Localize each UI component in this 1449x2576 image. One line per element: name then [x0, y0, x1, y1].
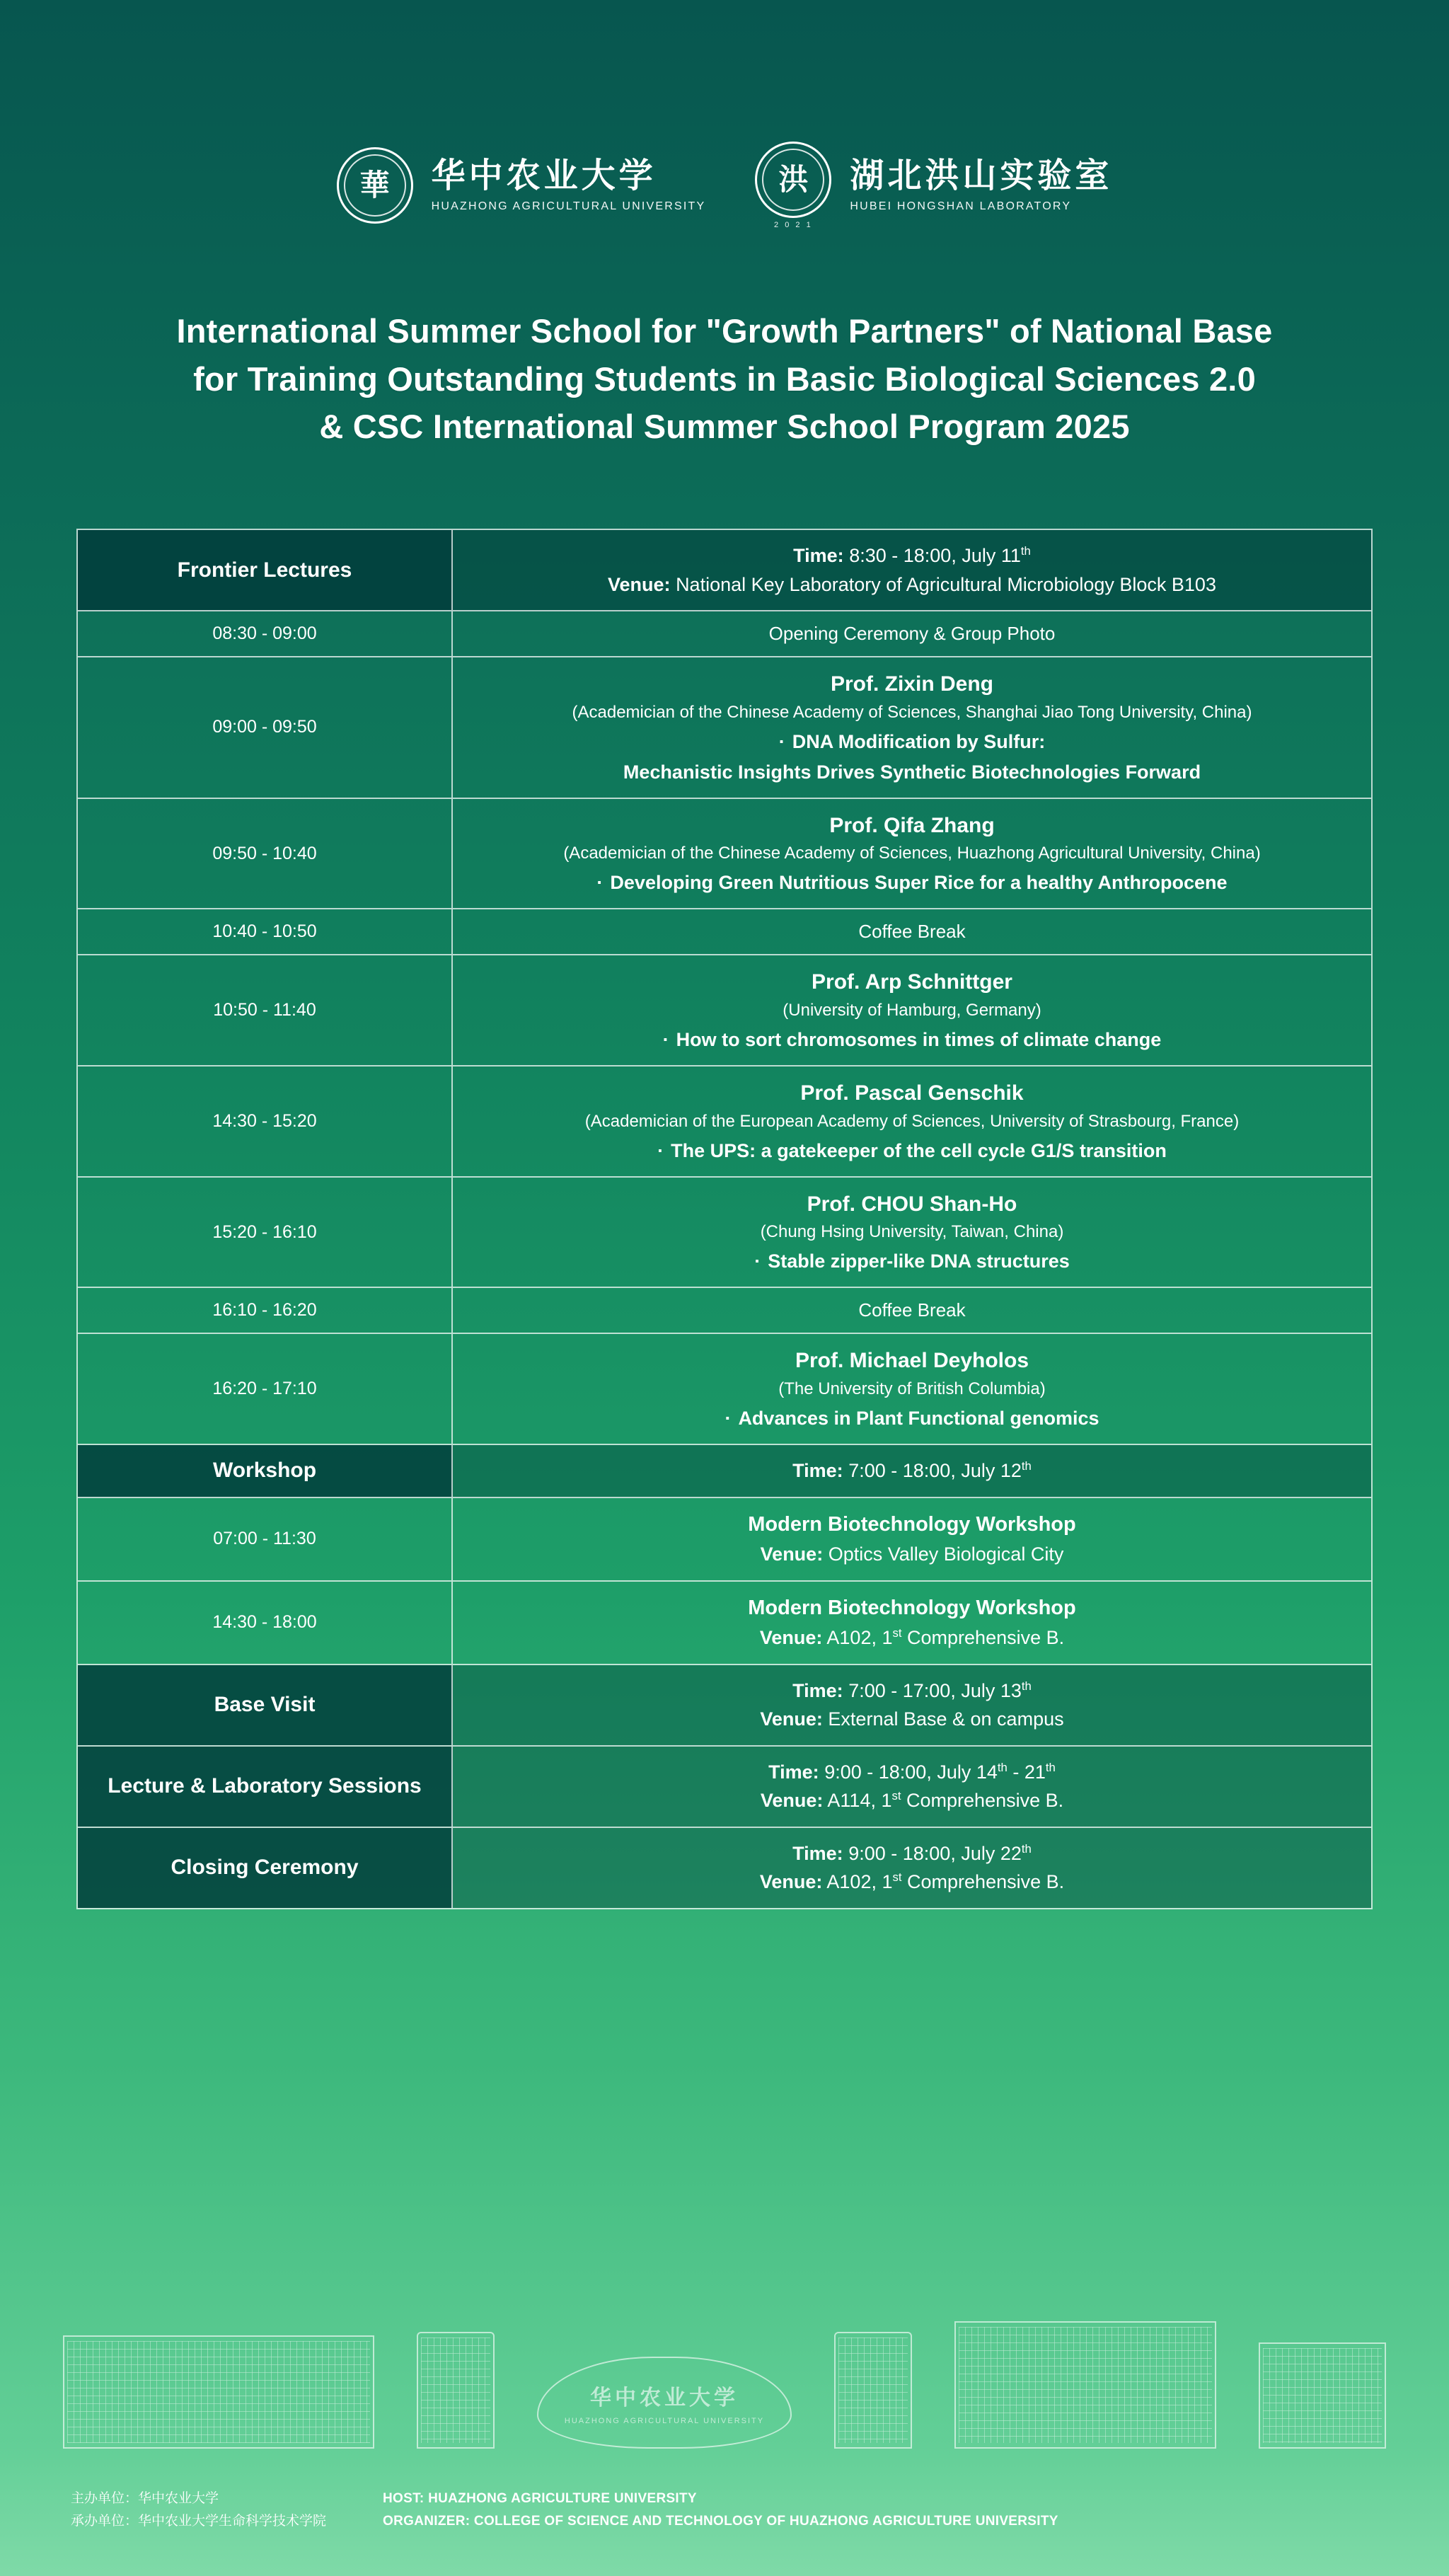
time-line: Time: 9:00 - 18:00, July 22th [792, 1841, 1032, 1864]
table-row [78, 1445, 1371, 1498]
speaker-affiliation: (Academician of the Chinese Academy of Sciences, Shanghai Jiao Tong University, China) [572, 702, 1252, 722]
time-cell: 09:50 - 10:40 [78, 799, 453, 909]
table-row [78, 1665, 1371, 1747]
schedule-table [76, 529, 1373, 1909]
speaker-name: Prof. Qifa Zhang [829, 813, 995, 837]
time-cell: 08:30 - 09:00 [78, 611, 453, 656]
title-line-3: & CSC International Summer School Program 2025 [319, 408, 1130, 446]
table-row [78, 657, 1371, 799]
content-cell [453, 799, 1371, 909]
talk-topic: · The UPS: a gatekeeper of the cell cycle G1/S transition [657, 1139, 1167, 1161]
venue-line: Venue: National Key Laboratory of Agricultural Microbiology Block B103 [608, 573, 1216, 595]
logo-row [0, 0, 1449, 229]
footer-host-en: HOST: HUAZHONG AGRICULTURE UNIVERSITY [383, 2491, 697, 2507]
speaker-name: Prof. CHOU Shan-Ho [807, 1192, 1017, 1216]
laboratory-seal-icon: 洪 [755, 142, 831, 218]
page-title [0, 307, 1449, 451]
content-cell [453, 1066, 1371, 1176]
venue-line: Venue: A102, 1st Comprehensive B. [759, 1626, 1065, 1648]
footer-cn [71, 2488, 326, 2532]
logo-name-cn: 湖北洪山实验室 [850, 157, 1113, 195]
time-cell: 16:10 - 16:20 [78, 1288, 453, 1333]
content-cell [453, 1178, 1371, 1287]
building-icon-1 [63, 2335, 374, 2449]
footer [71, 2488, 1378, 2532]
section-label-cell: Workshop [78, 1445, 453, 1497]
table-row [78, 799, 1371, 910]
section-label-cell: Frontier Lectures [78, 530, 453, 610]
content-cell [453, 955, 1371, 1065]
venue-line: Venue: A102, 1st Comprehensive B. [759, 1870, 1065, 1892]
time-cell: 10:40 - 10:50 [78, 909, 453, 954]
section-info-cell [453, 1828, 1371, 1908]
section-label-cell: Closing Ceremony [78, 1828, 453, 1908]
time-cell: 14:30 - 15:20 [78, 1066, 453, 1176]
venue-line: Venue: A114, 1st Comprehensive B. [760, 1789, 1064, 1811]
table-row [78, 955, 1371, 1066]
speaker-name: Prof. Michael Deyholos [795, 1349, 1029, 1373]
emblem-name-cn: 华中农业大学 [590, 2386, 739, 2410]
table-row [78, 1747, 1371, 1828]
section-info-cell [453, 1747, 1371, 1827]
talk-topic: · Developing Green Nutritious Super Rice for a healthy Anthropocene [596, 872, 1228, 894]
speaker-affiliation: (Academician of the European Academy of Sciences, University of Strasbourg, France) [584, 1111, 1240, 1131]
talk-topic: · Stable zipper-like DNA structures [754, 1250, 1070, 1272]
content-cell [453, 1334, 1371, 1444]
logo-name-en: HUAZHONG AGRICULTURAL UNIVERSITY [431, 200, 706, 212]
time-line: Time: 9:00 - 18:00, July 14th - 21th [768, 1760, 1056, 1783]
building-icon-2 [417, 2332, 495, 2449]
content-cell: Coffee Break [858, 1299, 966, 1321]
section-info-cell [453, 530, 1371, 610]
talk-topic-2: Mechanistic Insights Drives Synthetic Biotechnologies Forward [623, 761, 1201, 783]
table-row [78, 1498, 1371, 1582]
time-line: Time: 7:00 - 18:00, July 12th [792, 1459, 1032, 1481]
title-line-1: International Summer School for "Growth Partners" of National Base [176, 312, 1273, 350]
time-cell: 07:00 - 11:30 [78, 1498, 453, 1580]
section-label-cell: Base Visit [78, 1665, 453, 1745]
venue-line: Venue: External Base & on campus [760, 1708, 1064, 1730]
talk-topic: · How to sort chromosomes in times of climate change [662, 1028, 1162, 1050]
building-icon-5 [1259, 2342, 1386, 2449]
speaker-affiliation: (Chung Hsing University, Taiwan, China) [760, 1222, 1064, 1242]
speaker-name: Prof. Arp Schnittger [812, 970, 1012, 994]
speaker-affiliation: (Academician of the Chinese Academy of Sciences, Huazhong Agricultural University, China) [563, 844, 1261, 863]
time-cell: 16:20 - 17:10 [78, 1334, 453, 1444]
building-icon-3 [834, 2332, 912, 2449]
table-row [78, 1288, 1371, 1334]
time-cell: 14:30 - 18:00 [78, 1582, 453, 1664]
content-cell [453, 1582, 1371, 1664]
section-info-cell [453, 1445, 1371, 1497]
footer-en [383, 2488, 1058, 2532]
venue-line: Venue: Optics Valley Biological City [760, 1543, 1064, 1565]
content-cell [453, 657, 1371, 798]
content-cell: Coffee Break [858, 921, 966, 943]
table-row [78, 1334, 1371, 1445]
logo-name-cn: 华中农业大学 [431, 157, 657, 195]
logo-year: 2 0 2 1 [774, 221, 813, 229]
content-cell [453, 1498, 1371, 1580]
section-info-cell [453, 1665, 1371, 1745]
table-row [78, 1828, 1371, 1908]
talk-topic: · Advances in Plant Functional genomics [724, 1407, 1099, 1429]
logo-name-en: HUBEI HONGSHAN LABORATORY [850, 200, 1072, 212]
table-row [78, 1582, 1371, 1665]
footer-organizer-cn: 承办单位：华中农业大学生命科学技术学院 [71, 2513, 327, 2529]
time-cell: 15:20 - 16:10 [78, 1178, 453, 1287]
footer-organizer-en: ORGANIZER: COLLEGE OF SCIENCE AND TECHNOLOGY OF HUAZHONG AGRICULTURE UNIVERSITY [383, 2513, 1058, 2529]
university-seal-icon: 華 [337, 147, 413, 224]
speaker-affiliation: (University of Hamburg, Germany) [783, 1000, 1041, 1020]
time-cell: 09:00 - 09:50 [78, 657, 453, 798]
table-row [78, 530, 1371, 611]
table-row [78, 1066, 1371, 1178]
section-label-cell: Lecture & Laboratory Sessions [78, 1747, 453, 1827]
footer-host-cn: 主办单位：华中农业大学 [71, 2491, 219, 2507]
table-row [78, 611, 1371, 657]
speaker-affiliation: (The University of British Columbia) [778, 1379, 1046, 1398]
content-cell: Opening Ceremony & Group Photo [768, 623, 1056, 645]
emblem-name-en: HUAZHONG AGRICULTURAL UNIVERSITY [564, 2417, 765, 2425]
workshop-title: Modern Biotechnology Workshop [748, 1596, 1076, 1619]
university-emblem-footer-icon [537, 2357, 792, 2449]
time-line: Time: 7:00 - 17:00, July 13th [792, 1679, 1032, 1701]
time-cell: 10:50 - 11:40 [78, 955, 453, 1065]
table-row [78, 909, 1371, 955]
time-line: Time: 8:30 - 18:00, July 11th [793, 544, 1031, 567]
workshop-title: Modern Biotechnology Workshop [748, 1512, 1076, 1536]
speaker-name: Prof. Pascal Genschik [800, 1081, 1024, 1105]
logo-hubei-hongshan-laboratory [755, 142, 1112, 229]
building-icon-4 [954, 2321, 1216, 2449]
talk-topic: · DNA Modification by Sulfur: [778, 730, 1046, 752]
campus-skyline-illustration [0, 2286, 1449, 2449]
logo-huazhong-agricultural-university [337, 147, 706, 224]
title-line-2: for Training Outstanding Students in Basic Biological Sciences 2.0 [193, 360, 1256, 398]
table-row [78, 1178, 1371, 1289]
speaker-name: Prof. Zixin Deng [830, 672, 993, 696]
